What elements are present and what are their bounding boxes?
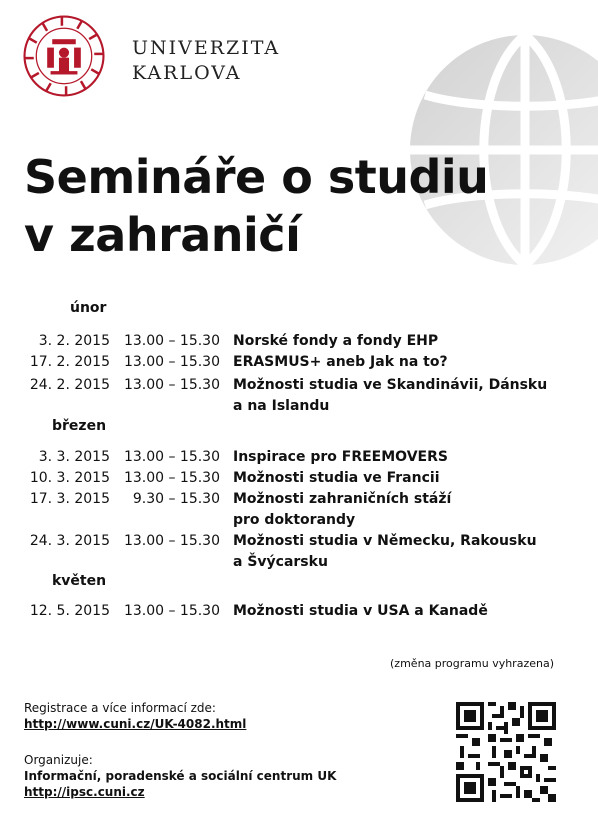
event-topic: Možnosti zahraničních stáží pro doktorandy bbox=[233, 491, 452, 528]
university-name-line1: UNIVERZITA bbox=[132, 37, 281, 59]
event-time: 13.00 – 15.30 bbox=[123, 603, 220, 619]
event-time: 13.00 – 15.30 bbox=[123, 470, 220, 486]
event-time: 13.00 – 15.30 bbox=[123, 533, 220, 549]
event-time: 9.30 – 15.30 bbox=[132, 491, 220, 507]
event-time: 13.00 – 15.30 bbox=[123, 333, 220, 349]
university-seal-icon bbox=[22, 14, 106, 98]
event-topic: Možnosti studia ve Skandinávii, Dánsku a na Islandu bbox=[233, 377, 548, 414]
event-date: 24. 3. 2015 bbox=[29, 533, 110, 549]
event-date: 10. 3. 2015 bbox=[29, 470, 110, 486]
month-heading: březen bbox=[52, 418, 107, 434]
event-time: 13.00 – 15.30 bbox=[123, 377, 220, 393]
organizer-link[interactable]: http://ipsc.cuni.cz bbox=[24, 785, 145, 799]
event-time: 13.00 – 15.30 bbox=[123, 449, 220, 465]
registration-link[interactable]: http://www.cuni.cz/UK-4082.html bbox=[24, 717, 247, 731]
event-date: 3. 2. 2015 bbox=[38, 333, 110, 349]
title-line2: v zahraničí bbox=[24, 208, 301, 262]
event-date: 24. 2. 2015 bbox=[29, 377, 110, 393]
event-date: 17. 2. 2015 bbox=[29, 354, 110, 370]
event-topic: Možnosti studia v USA a Kanadě bbox=[233, 603, 488, 619]
registration-block bbox=[24, 700, 246, 732]
month-heading: únor bbox=[70, 300, 107, 316]
event-topic: Možnosti studia v Německu, Rakousku a Švýcarsku bbox=[233, 533, 537, 570]
event-date: 17. 3. 2015 bbox=[29, 491, 110, 507]
title-line1: Semináře o studiu bbox=[24, 150, 489, 204]
event-topic: Možnosti studia ve Francii bbox=[233, 470, 440, 486]
event-date: 12. 5. 2015 bbox=[29, 603, 110, 619]
program-change-note: (změna programu vyhrazena) bbox=[390, 657, 554, 670]
university-name bbox=[132, 36, 280, 86]
registration-label: Registrace a více informací zde: bbox=[24, 701, 216, 715]
organizer-label: Organizuje: bbox=[24, 753, 93, 767]
organizer-name: Informační, poradenské a sociální centrum UK bbox=[24, 769, 337, 783]
university-name-line2: KARLOVA bbox=[132, 62, 242, 84]
organizer-block bbox=[24, 752, 336, 800]
event-topic: Norské fondy a fondy EHP bbox=[233, 333, 439, 349]
event-date: 3. 3. 2015 bbox=[38, 449, 110, 465]
qr-code-icon[interactable] bbox=[456, 702, 556, 802]
event-time: 13.00 – 15.30 bbox=[123, 354, 220, 370]
event-topic: Inspirace pro FREEMOVERS bbox=[233, 449, 448, 465]
month-heading: květen bbox=[52, 573, 107, 589]
event-topic: ERASMUS+ aneb Jak na to? bbox=[233, 354, 448, 370]
page-title bbox=[24, 148, 488, 264]
